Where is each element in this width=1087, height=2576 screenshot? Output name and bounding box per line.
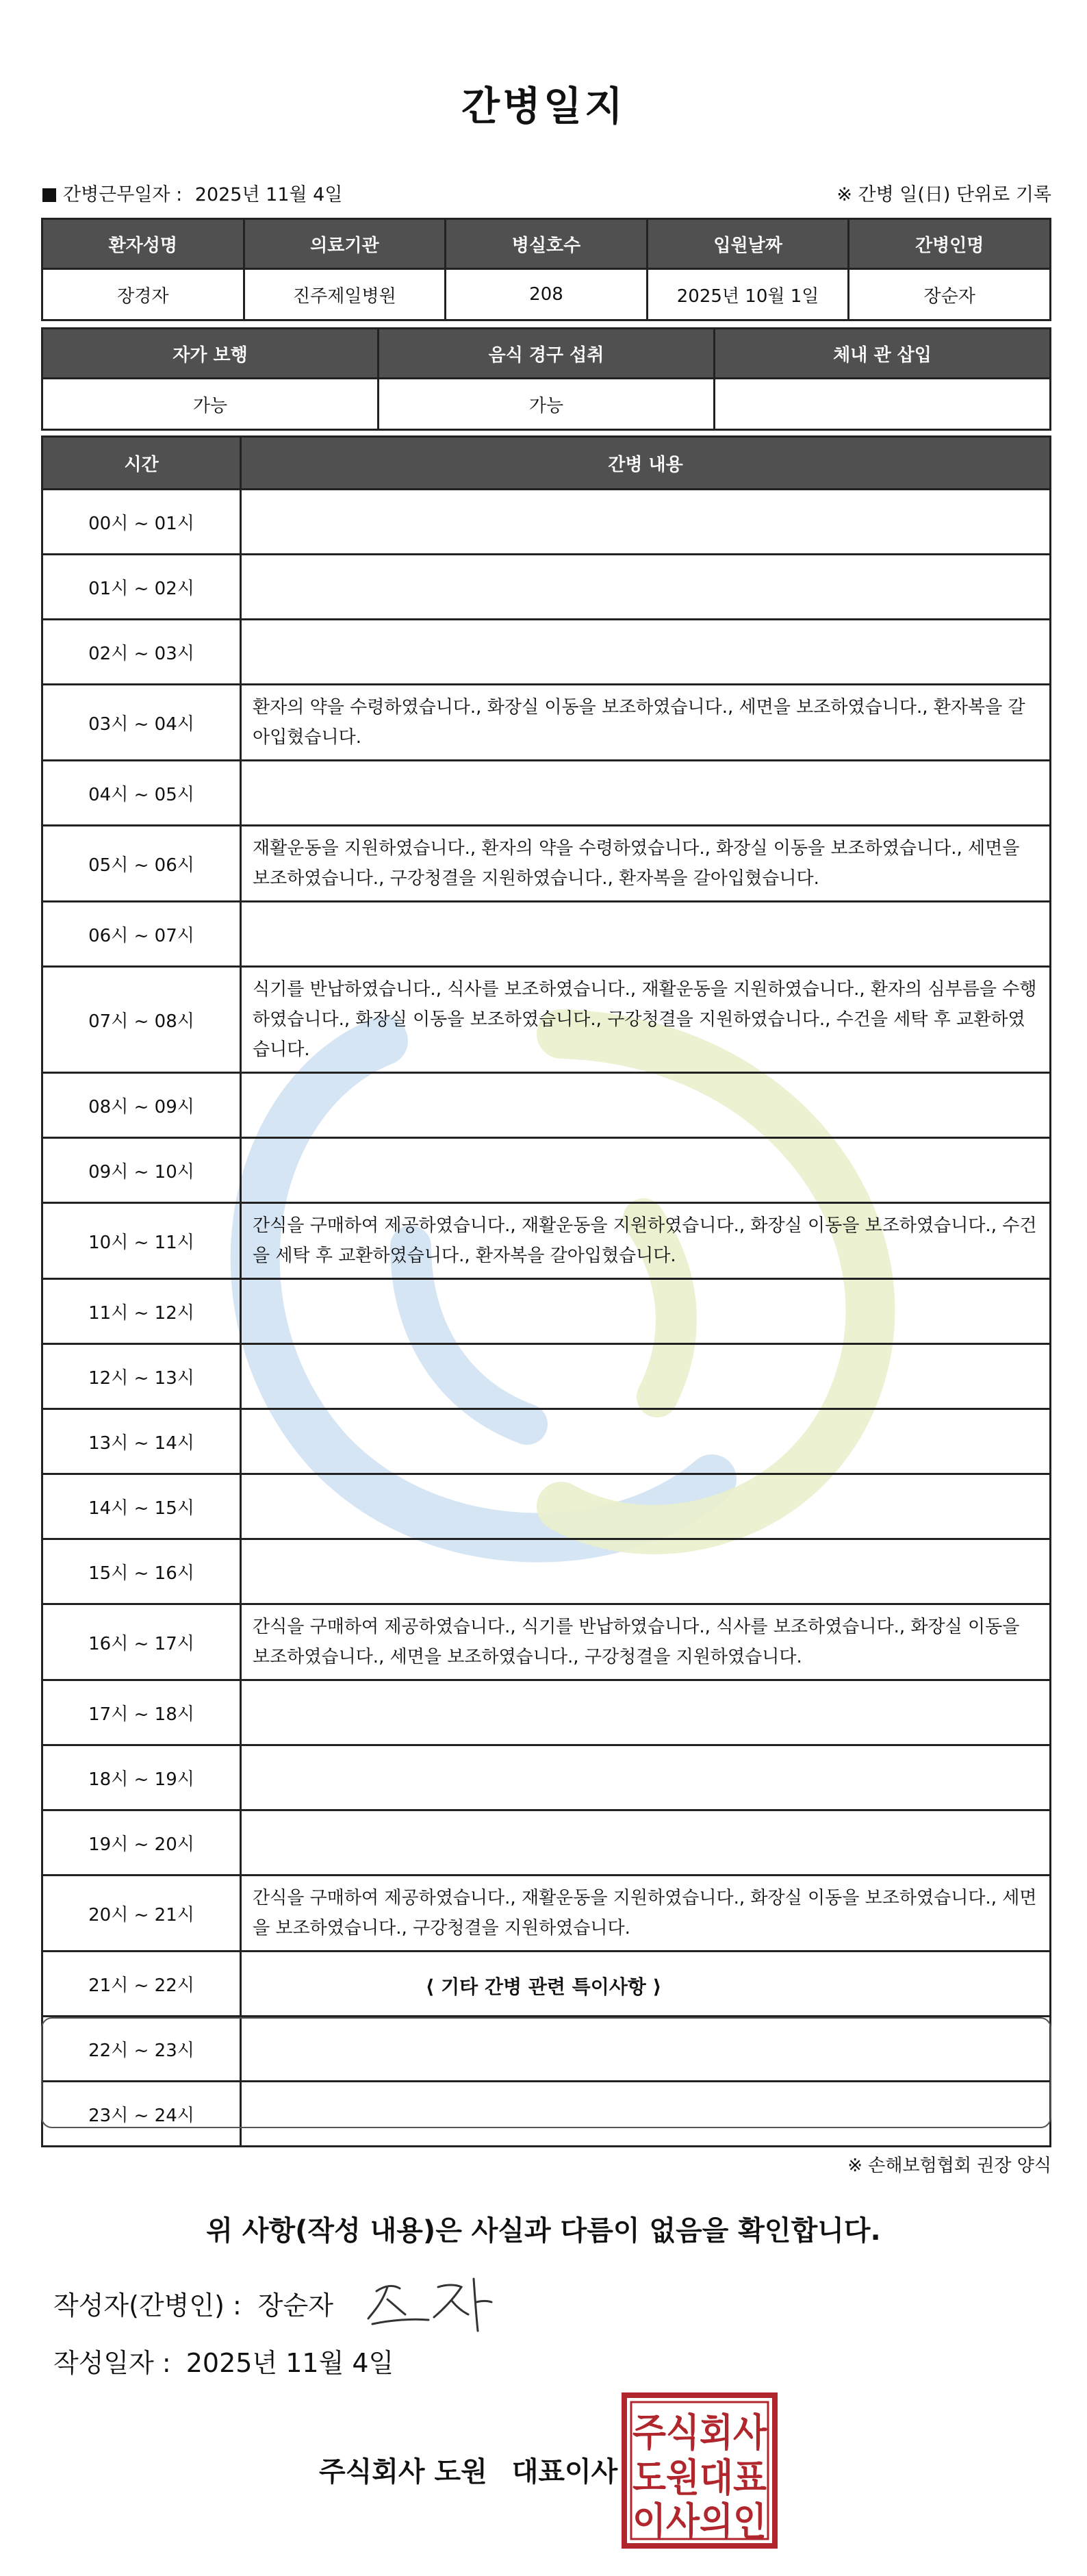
table-row xyxy=(42,685,1051,761)
time-slot: 05시 ~ 06시 xyxy=(42,826,241,902)
care-content xyxy=(241,1409,1051,1474)
time-slot: 19시 ~ 20시 xyxy=(42,1810,241,1876)
notes-heading: ⟨ 기타 간병 관련 특이사항 ⟩ xyxy=(425,1975,662,1998)
care-content: 간식을 구매하여 제공하였습니다., 식기를 반납하였습니다., 식사를 보조하였습니다., 화장실 이동을 보조하였습니다., 세면을 보조하였습니다., 구강청결을 지원하였습니다. xyxy=(241,1604,1051,1680)
care-content xyxy=(241,1474,1051,1539)
table-row xyxy=(42,1604,1051,1680)
self-walking-value: 가능 xyxy=(42,379,379,430)
written-date-line xyxy=(53,2342,394,2379)
time-slot: 18시 ~ 19시 xyxy=(42,1745,241,1810)
care-content xyxy=(241,1810,1051,1876)
square-bullet-icon xyxy=(42,188,56,202)
care-content xyxy=(241,555,1051,620)
time-slot: 20시 ~ 21시 xyxy=(42,1876,241,1952)
time-slot: 15시 ~ 16시 xyxy=(42,1539,241,1604)
header-hospital: 의료기관 xyxy=(244,219,446,269)
header-admission-date: 입원날짜 xyxy=(647,219,849,269)
care-content xyxy=(241,1138,1051,1203)
unit-note: ※ 간병 일(日) 단위로 기록 xyxy=(836,184,1051,205)
time-slot: 11시 ~ 12시 xyxy=(42,1279,241,1344)
time-slot: 08시 ~ 09시 xyxy=(42,1073,241,1138)
header-room: 병실호수 xyxy=(446,219,648,269)
care-content: 간식을 구매하여 제공하였습니다., 재활운동을 지원하였습니다., 화장실 이동을 보조하였습니다., 세면을 보조하였습니다., 구강청결을 지원하였습니다. xyxy=(241,1876,1051,1952)
time-slot: 22시 ~ 23시 xyxy=(42,2017,241,2082)
time-slot: 07시 ~ 08시 xyxy=(42,967,241,1073)
care-content xyxy=(241,620,1051,685)
table-row xyxy=(42,1279,1051,1344)
oral-intake-value: 가능 xyxy=(379,379,715,430)
patient-name: 장경자 xyxy=(42,269,244,320)
company-seal-stamp xyxy=(620,2391,779,2550)
confirmation-statement: 위 사항(작성 내용)은 사실과 다름이 없음을 확인합니다. xyxy=(206,2215,881,2247)
time-slot: 09시 ~ 10시 xyxy=(42,1138,241,1203)
work-date-label: 간병근무일자 : xyxy=(63,184,183,205)
caregiver-name: 장순자 xyxy=(849,269,1051,320)
table-row xyxy=(42,1203,1051,1279)
care-content: 간식을 구매하여 제공하였습니다., 재활운동을 지원하였습니다., 화장실 이동을 보조하였습니다., 수건을 세탁 후 교환하였습니다., 환자복을 갈아입혔습니다. xyxy=(241,1203,1051,1279)
table-row xyxy=(42,1409,1051,1474)
care-content xyxy=(241,902,1051,967)
time-slot: 16시 ~ 17시 xyxy=(42,1604,241,1680)
written-date-label: 작성일자 : xyxy=(53,2348,171,2378)
time-slot: 06시 ~ 07시 xyxy=(42,902,241,967)
care-content xyxy=(241,1279,1051,1344)
care-log-table xyxy=(41,435,1051,2147)
table-row xyxy=(42,902,1051,967)
writer-name: 장순자 xyxy=(257,2290,333,2321)
care-log-rows xyxy=(42,490,1051,2147)
table-row xyxy=(42,826,1051,902)
time-slot: 10시 ~ 11시 xyxy=(42,1203,241,1279)
time-slot: 12시 ~ 13시 xyxy=(42,1344,241,1409)
table-row xyxy=(42,1344,1051,1409)
header-oral-intake: 음식 경구 섭취 xyxy=(379,329,715,379)
work-date-value: 2025년 11월 4일 xyxy=(194,184,343,205)
svg-text:이사의인: 이사의인 xyxy=(632,2500,767,2545)
table-row xyxy=(42,1810,1051,1876)
header-self-walking: 자가 보행 xyxy=(42,329,379,379)
time-slot: 03시 ~ 04시 xyxy=(42,685,241,761)
table-row xyxy=(42,490,1051,555)
company-representative: 대표이사 xyxy=(511,2456,618,2488)
care-content: 환자의 약을 수령하였습니다., 화장실 이동을 보조하였습니다., 세면을 보조하였습니다., 환자복을 갈아입혔습니다. xyxy=(241,685,1051,761)
svg-text:도원대표: 도원대표 xyxy=(632,2456,767,2501)
table-row xyxy=(42,1539,1051,1604)
time-slot: 00시 ~ 01시 xyxy=(42,490,241,555)
svg-text:주식회사: 주식회사 xyxy=(632,2411,767,2455)
time-slot: 21시 ~ 22시 xyxy=(42,1952,241,2017)
tube-insertion-value xyxy=(715,379,1051,430)
admission-date: 2025년 10월 1일 xyxy=(647,269,849,320)
company-signature-line xyxy=(319,2450,617,2489)
header-time: 시간 xyxy=(42,437,241,490)
header-care-content: 간병 내용 xyxy=(241,437,1051,490)
table-row xyxy=(42,1680,1051,1745)
header-tube-insertion: 체내 관 삽입 xyxy=(715,329,1051,379)
insurance-form-note: ※ 손해보험협회 권장 양식 xyxy=(847,2156,1051,2176)
writer-label: 작성자(간병인) : xyxy=(53,2290,242,2321)
written-date-value: 2025년 11월 4일 xyxy=(186,2348,394,2378)
care-content: 식기를 반납하였습니다., 식사를 보조하였습니다., 재활운동을 지원하였습니다., 환자의 심부름을 수행하였습니다., 화장실 이동을 보조하였습니다., 구강청결을 지원하였습니다., 수건을 세탁 후 교환하였습니다. xyxy=(241,967,1051,1073)
header-patient-name: 환자성명 xyxy=(42,219,244,269)
table-row xyxy=(42,1073,1051,1138)
time-slot: 02시 ~ 03시 xyxy=(42,620,241,685)
care-content xyxy=(241,490,1051,555)
care-content xyxy=(241,761,1051,826)
patient-status-table xyxy=(41,327,1051,431)
company-name: 주식회사 도원 xyxy=(319,2456,487,2488)
time-slot: 01시 ~ 02시 xyxy=(42,555,241,620)
time-slot: 23시 ~ 24시 xyxy=(42,2082,241,2147)
care-content xyxy=(241,1344,1051,1409)
page-title: 간병일지 xyxy=(461,83,626,129)
table-row xyxy=(42,1745,1051,1810)
work-date xyxy=(42,179,342,206)
table-row xyxy=(42,620,1051,685)
time-slot: 14시 ~ 15시 xyxy=(42,1474,241,1539)
table-row xyxy=(42,555,1051,620)
table-row xyxy=(42,761,1051,826)
patient-info-table xyxy=(41,218,1051,321)
hospital-name: 진주제일병원 xyxy=(244,269,446,320)
room-number: 208 xyxy=(446,269,648,320)
writer-line xyxy=(53,2284,333,2322)
care-content xyxy=(241,1680,1051,1745)
table-row xyxy=(42,1474,1051,1539)
header-caregiver: 간병인명 xyxy=(849,219,1051,269)
time-slot: 17시 ~ 18시 xyxy=(42,1680,241,1745)
table-row xyxy=(42,967,1051,1073)
time-slot: 04시 ~ 05시 xyxy=(42,761,241,826)
notes-box xyxy=(41,2017,1051,2128)
handwritten-signature xyxy=(364,2272,494,2334)
table-row xyxy=(42,1876,1051,1952)
care-content xyxy=(241,1539,1051,1604)
care-content: 재활운동을 지원하였습니다., 환자의 약을 수령하였습니다., 화장실 이동을 보조하였습니다., 세면을 보조하였습니다., 구강청결을 지원하였습니다., 환자복을 갈아입혔습니다. xyxy=(241,826,1051,902)
care-content xyxy=(241,1745,1051,1810)
table-row xyxy=(42,1138,1051,1203)
care-content xyxy=(241,1073,1051,1138)
time-slot: 13시 ~ 14시 xyxy=(42,1409,241,1474)
